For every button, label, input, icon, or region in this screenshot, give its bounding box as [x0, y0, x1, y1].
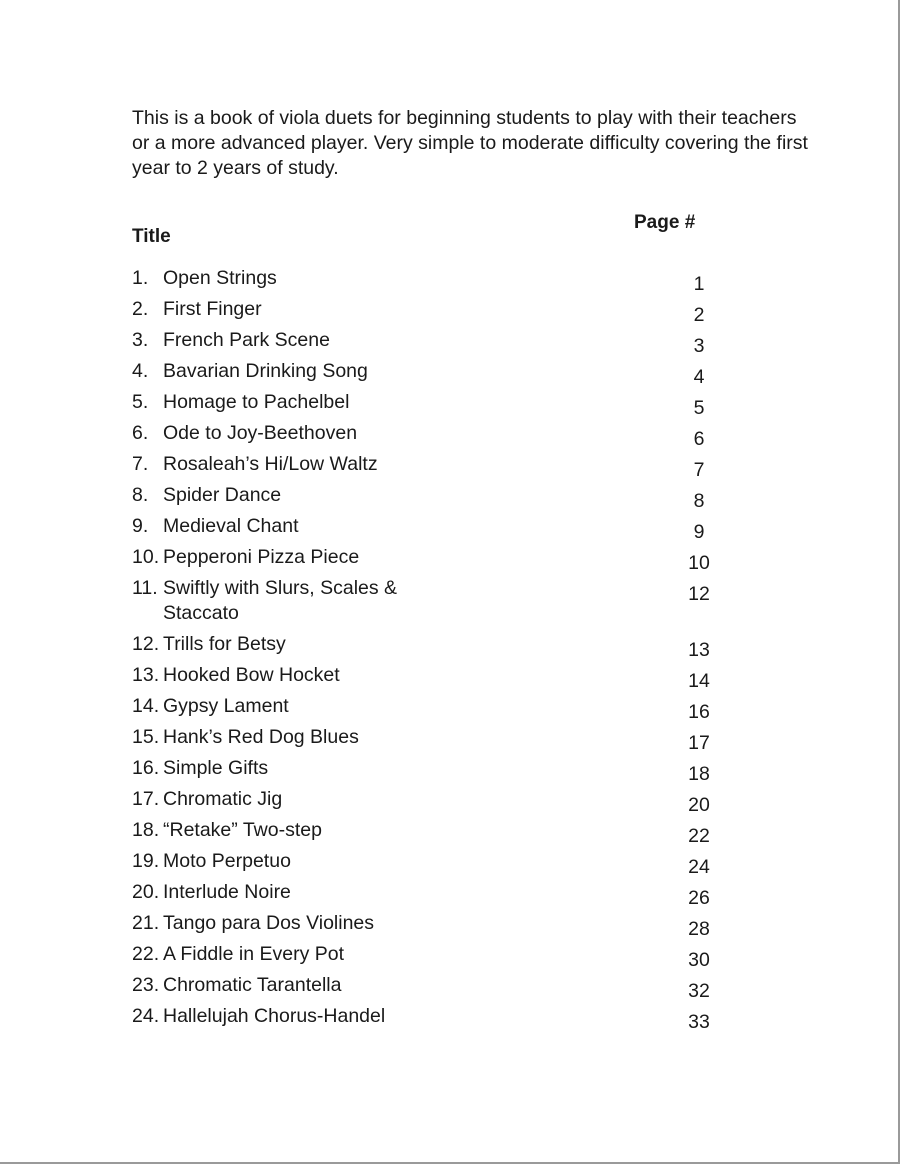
- toc-entry: [132, 483, 752, 512]
- toc-entry: [132, 328, 752, 357]
- toc-entry-title: Homage to Pachelbel: [163, 391, 350, 413]
- table-of-contents: [132, 266, 752, 1035]
- toc-entry-page: 32: [688, 980, 710, 1002]
- toc-entry: [132, 390, 752, 419]
- toc-entry: [132, 849, 752, 878]
- toc-entry: [132, 632, 752, 661]
- toc-entry-title: Swiftly with Slurs, Scales & Staccato: [163, 577, 398, 624]
- toc-entry-page: 7: [693, 459, 705, 481]
- toc-entry: [132, 1004, 752, 1033]
- toc-entry-number: 14.: [132, 695, 160, 717]
- toc-entry-title: Gypsy Lament: [163, 695, 289, 717]
- toc-entry-page: 6: [693, 428, 705, 450]
- toc-entry-title: First Finger: [163, 298, 262, 320]
- toc-entry-number: 8.: [132, 484, 149, 506]
- toc-entry-page: 3: [693, 335, 705, 357]
- toc-entry-number: 6.: [132, 422, 149, 444]
- toc-entry-page: 2: [693, 304, 705, 326]
- toc-entry: [132, 452, 752, 481]
- toc-entry-title: Bavarian Drinking Song: [163, 360, 368, 382]
- page-column-header: Page #: [634, 212, 696, 233]
- toc-entry-number: 20.: [132, 881, 160, 903]
- toc-entry-title: Medieval Chant: [163, 515, 299, 537]
- toc-entry-page: 17: [688, 732, 710, 754]
- toc-entry-number: 3.: [132, 329, 149, 351]
- toc-entry-page: 16: [688, 701, 710, 723]
- toc-entry-number: 23.: [132, 974, 160, 996]
- toc-entry-number: 5.: [132, 391, 149, 413]
- toc-entry-page: 5: [693, 397, 705, 419]
- toc-entry-page: 14: [688, 670, 710, 692]
- toc-entry-title: Interlude Noire: [163, 881, 291, 903]
- toc-entry-title: Chromatic Tarantella: [163, 974, 342, 996]
- toc-entry: [132, 266, 752, 295]
- toc-entry-page: 8: [693, 490, 705, 512]
- toc-entry-number: 16.: [132, 757, 160, 779]
- toc-entry-number: 21.: [132, 912, 160, 934]
- toc-entry-page: 12: [688, 583, 710, 605]
- toc-entry-number: 24.: [132, 1005, 160, 1027]
- toc-entry-page: 28: [688, 918, 710, 940]
- toc-entry-title: Hank’s Red Dog Blues: [163, 726, 359, 748]
- toc-entry-title: Moto Perpetuo: [163, 850, 291, 872]
- toc-entry-page: 24: [688, 856, 710, 878]
- toc-entry-title: A Fiddle in Every Pot: [163, 943, 345, 965]
- toc-entry: [132, 973, 752, 1002]
- toc-entry-page: 9: [693, 521, 705, 543]
- toc-entry-page: 26: [688, 887, 710, 909]
- toc-entry-number: 11.: [132, 577, 158, 599]
- toc-entry-title: Chromatic Jig: [163, 788, 283, 810]
- toc-entry-page: 20: [688, 794, 710, 816]
- toc-entry: [132, 787, 752, 816]
- intro-paragraph: This is a book of viola duets for beginning students to play with their teachers or a more advanced player. Very simple to moderate difficulty covering the first year to 2 years of study.: [132, 107, 808, 179]
- toc-entry-title: Hooked Bow Hocket: [163, 664, 340, 686]
- toc-entry-title: Open Strings: [163, 267, 277, 289]
- toc-entry: [132, 942, 752, 971]
- toc-entry-title: Ode to Joy-Beethoven: [163, 422, 358, 444]
- toc-entry: [132, 663, 752, 692]
- toc-entry-title: French Park Scene: [163, 329, 330, 351]
- title-column-header: Title: [132, 226, 171, 247]
- toc-entry: [132, 359, 752, 388]
- toc-entry-title: Rosaleah’s Hi/Low Waltz: [163, 453, 378, 475]
- toc-entry-number: 17.: [132, 788, 160, 810]
- toc-entry-number: 1.: [132, 267, 149, 289]
- toc-entry-number: 15.: [132, 726, 160, 748]
- toc-entry-number: 12.: [132, 633, 160, 655]
- toc-entry: [132, 756, 752, 785]
- toc-entry-page: 4: [693, 366, 705, 388]
- toc-entry-page: 18: [688, 763, 710, 785]
- toc-entry-number: 9.: [132, 515, 149, 537]
- toc-entry-number: 7.: [132, 453, 149, 475]
- toc-entry: [132, 514, 752, 543]
- toc-entry-title: Hallelujah Chorus-Handel: [163, 1005, 386, 1027]
- toc-entry-title: “Retake” Two-step: [163, 819, 322, 841]
- toc-entry: [132, 297, 752, 326]
- toc-entry-number: 22.: [132, 943, 160, 965]
- toc-entry: [132, 421, 752, 450]
- toc-entry-number: 2.: [132, 298, 149, 320]
- toc-entry-page: 1: [693, 273, 705, 295]
- toc-entry: [132, 725, 752, 754]
- toc-entry-title: Simple Gifts: [163, 757, 269, 779]
- toc-entry-title: Tango para Dos Violines: [163, 912, 375, 934]
- toc-entry-number: 10.: [132, 546, 160, 568]
- toc-entry-page: 22: [688, 825, 710, 847]
- toc-entry-number: 13.: [132, 664, 160, 686]
- toc-entry: [132, 694, 752, 723]
- toc-entry-page: 30: [688, 949, 710, 971]
- toc-entry-page: 13: [688, 639, 710, 661]
- toc-entry-page: 10: [688, 552, 710, 574]
- toc-entry-number: 4.: [132, 360, 149, 382]
- toc-entry-title: Spider Dance: [163, 484, 282, 506]
- toc-entry-page: 33: [688, 1011, 710, 1033]
- toc-entry-title: Trills for Betsy: [163, 633, 286, 655]
- toc-entry: [132, 576, 752, 626]
- toc-entry-number: 18.: [132, 819, 160, 841]
- toc-entry: [132, 880, 752, 909]
- toc-entry: [132, 818, 752, 847]
- toc-entry: [132, 911, 752, 940]
- toc-entry-number: 19.: [132, 850, 160, 872]
- toc-entry: [132, 545, 752, 574]
- toc-entry-title: Pepperoni Pizza Piece: [163, 546, 360, 568]
